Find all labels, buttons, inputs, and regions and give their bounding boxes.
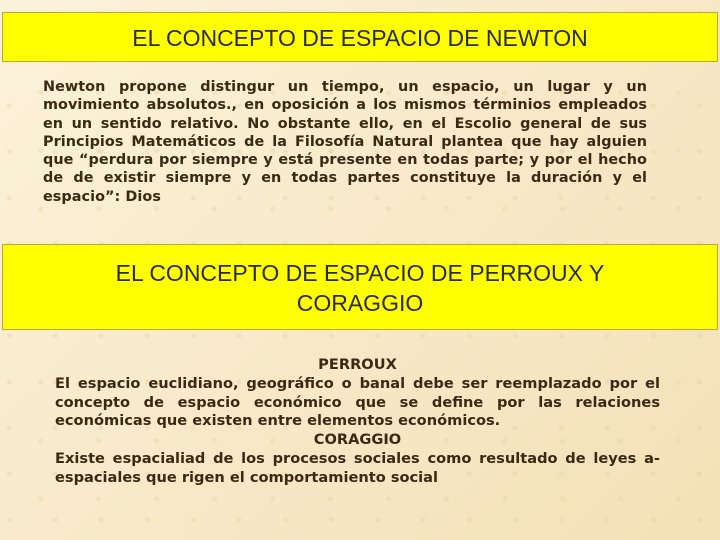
perroux-coraggio-title-line1: EL CONCEPTO DE ESPACIO DE PERROUX Y [115,260,605,286]
newton-title-banner [2,12,718,62]
newton-paragraph: Newton propone distingur un tiempo, un espacio, un lugar y un movimiento absolutos., en oposición a los mismos términios empleados en un sentido relativo. No obstante ello, en el Escolio general de sus Principios Matemáticos de la Filosofía Natural plantea que hay alguien que “perdura por siempre y está presente en todas parte; y por el hecho de de existir siempre y en todas partes constituye la duración y el espacio”: Dios [43,79,647,205]
perroux-coraggio-title-banner [2,244,718,330]
coraggio-text: Existe espacialiad de los procesos sociales como resultado de leyes a-espaciales que rigen el comportamiento social [55,449,660,486]
newton-title: EL CONCEPTO DE ESPACIO DE NEWTON [132,25,588,51]
perroux-text: El espacio euclidiano, geográfico o banal debe ser reemplazado por el concepto de espacio económico que se define por las relaciones económicas que existen entre elementos económicos. [55,374,660,430]
perroux-coraggio-title-line2: CORAGGIO [296,290,424,316]
perroux-coraggio-section [55,356,660,488]
coraggio-heading: CORAGGIO [313,431,402,449]
perroux-heading: PERROUX [318,356,397,373]
